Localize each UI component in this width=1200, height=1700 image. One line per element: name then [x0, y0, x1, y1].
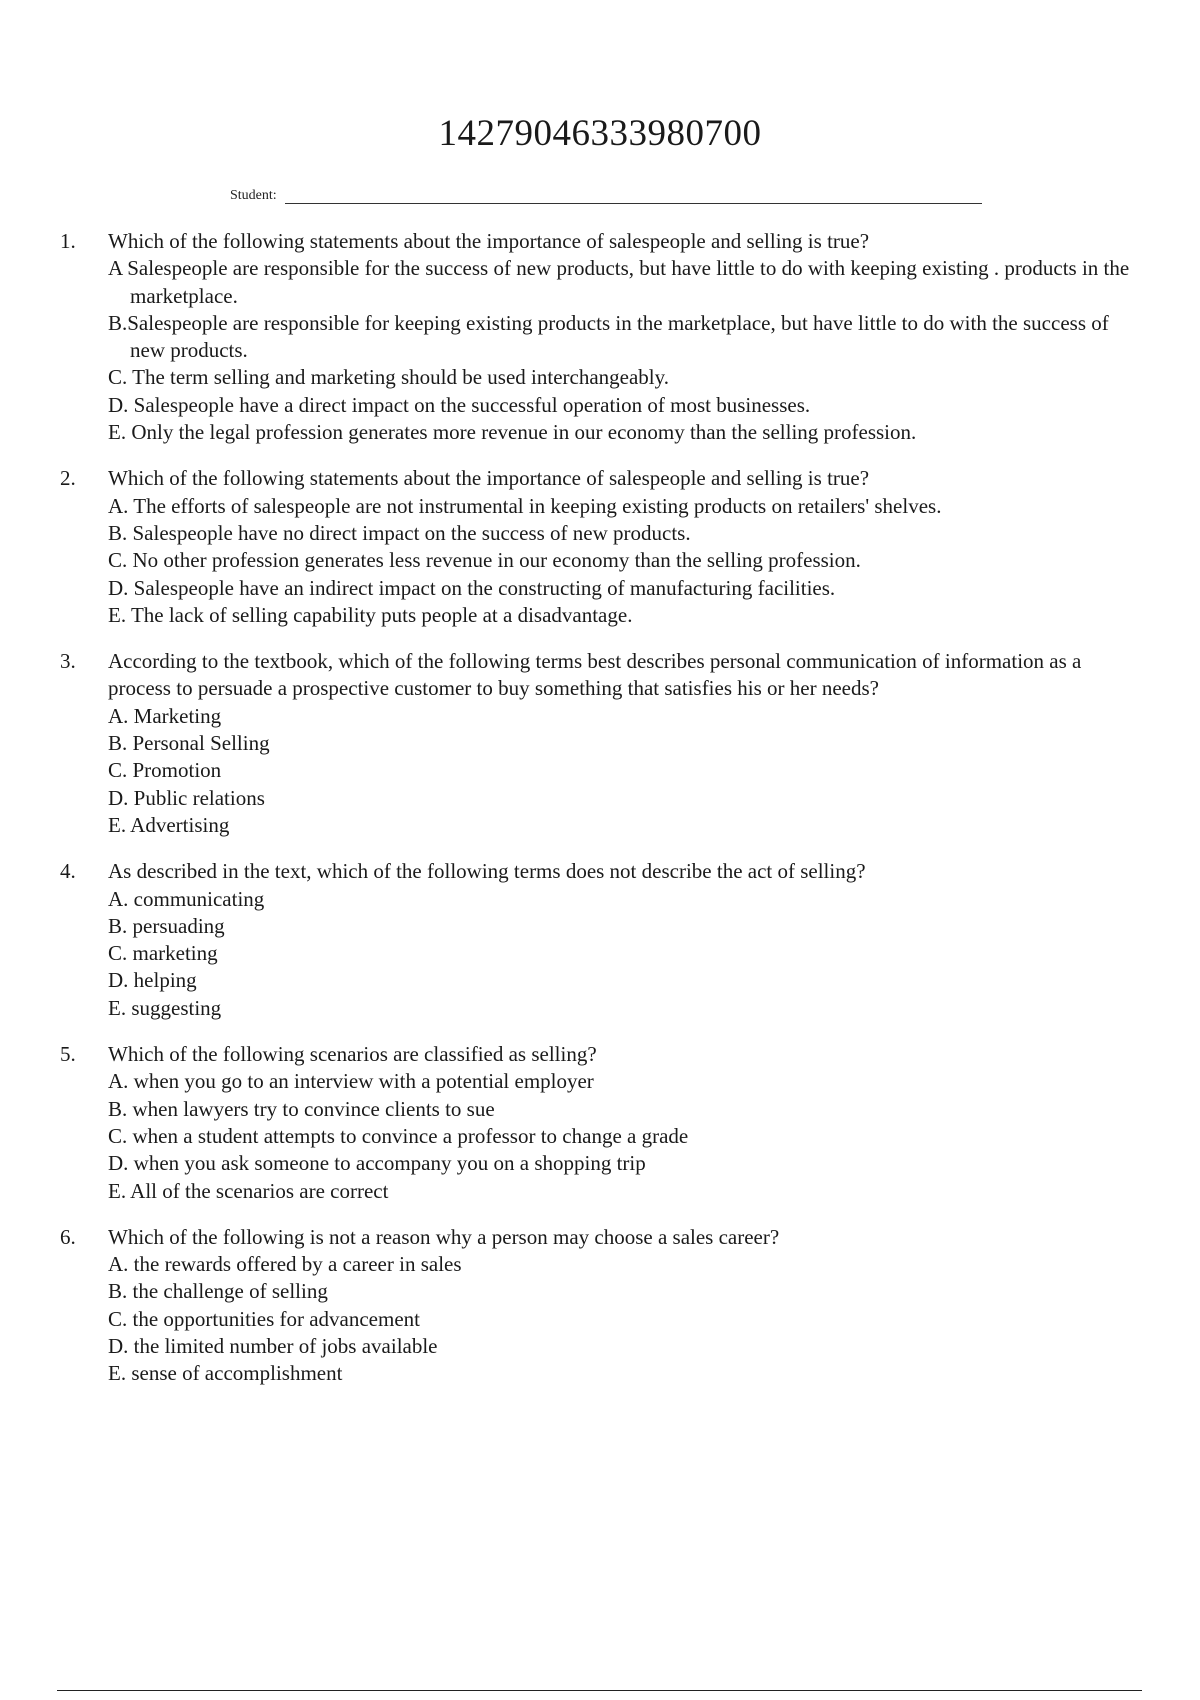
question-number: 2. — [60, 466, 76, 491]
choice-b[interactable]: B. when lawyers try to convince clients to sue — [108, 1096, 495, 1121]
question-3 — [60, 648, 1140, 839]
choice-c[interactable]: C. the opportunities for advancement — [108, 1306, 420, 1331]
choice-b[interactable]: B.Salespeople are responsible for keeping existing products in the marketplace, but have little to do with the success of new products. — [108, 310, 1109, 363]
choice-b[interactable]: B. Salespeople have no direct impact on the success of new products. — [108, 520, 691, 545]
choice-b[interactable]: B. persuading — [108, 913, 225, 938]
question-1 — [60, 228, 1140, 446]
question-number: 1. — [60, 229, 76, 253]
choice-d[interactable]: D. Public relations — [108, 785, 265, 810]
choice-a[interactable]: A. the rewards offered by a career in sales — [108, 1252, 462, 1277]
choice-e[interactable]: E. The lack of selling capability puts people at a disadvantage. — [108, 602, 633, 627]
student-label: Student: — [230, 188, 277, 203]
choice-e[interactable]: E. Advertising — [108, 812, 230, 837]
choice-d[interactable]: D. Salespeople have a direct impact on the successful operation of most businesses. — [108, 392, 811, 417]
choice-a[interactable]: A Salespeople are responsible for the success of new products, but have little to do with keeping existing . products in the marketplace. — [108, 256, 1130, 308]
choice-d[interactable]: D. when you ask someone to accompany you on a shopping trip — [108, 1151, 646, 1176]
question-list — [60, 228, 1140, 1407]
choice-c[interactable]: C. No other profession generates less revenue in our economy than the selling profession. — [108, 548, 861, 573]
choice-e[interactable]: E. Only the legal profession generates more revenue in our economy than the selling profession. — [108, 420, 917, 445]
question-4 — [60, 858, 1140, 1022]
student-name-blank[interactable] — [285, 189, 982, 204]
choice-d[interactable]: D. helping — [108, 968, 197, 993]
question-text: Which of the following statements about the importance of salespeople and selling is true? — [108, 466, 870, 491]
question-text: As described in the text, which of the following terms does not describe the act of selling? — [108, 859, 866, 884]
question-text: Which of the following is not a reason why a person may choose a sales career? — [108, 1224, 780, 1249]
student-name-field — [230, 188, 982, 204]
choice-d[interactable]: D. Salespeople have an indirect impact on the constructing of manufacturing facilities. — [108, 575, 836, 600]
choice-b[interactable]: B. Personal Selling — [108, 731, 270, 756]
question-6 — [60, 1224, 1140, 1388]
choice-c[interactable]: C. when a student attempts to convince a professor to change a grade — [108, 1123, 689, 1148]
question-number: 4. — [60, 859, 76, 884]
choice-a[interactable]: A. The efforts of salespeople are not instrumental in keeping existing products on retailers' shelves. — [108, 493, 942, 518]
choice-e[interactable]: E. sense of accomplishment — [108, 1361, 343, 1386]
choice-b[interactable]: B. the challenge of selling — [108, 1279, 328, 1304]
question-number: 3. — [60, 649, 76, 674]
choice-a[interactable]: A. Marketing — [108, 703, 222, 728]
question-5 — [60, 1041, 1140, 1205]
choice-e[interactable]: E. suggesting — [108, 995, 222, 1020]
choice-a[interactable]: A. communicating — [108, 886, 265, 911]
question-text: According to the textbook, which of the following terms best describes personal communication of information as a process to persuade a prospective customer to buy something that satisfies his or her needs? — [108, 649, 1082, 701]
question-2 — [60, 465, 1140, 629]
choice-c[interactable]: C. The term selling and marketing should be used interchangeably. — [108, 365, 670, 390]
page-title: 14279046333980700 — [438, 113, 762, 154]
question-number: 6. — [60, 1224, 76, 1249]
choice-e[interactable]: E. All of the scenarios are correct — [108, 1178, 389, 1203]
question-number: 5. — [60, 1042, 76, 1067]
choice-d[interactable]: D. the limited number of jobs available — [108, 1333, 438, 1358]
choice-c[interactable]: C. Promotion — [108, 758, 222, 783]
question-text: Which of the following statements about the importance of salespeople and selling is true? — [108, 229, 870, 253]
choice-c[interactable]: C. marketing — [108, 941, 218, 966]
choice-a[interactable]: A. when you go to an interview with a potential employer — [108, 1069, 594, 1094]
footer-divider — [57, 1690, 1142, 1691]
question-text: Which of the following scenarios are classified as selling? — [108, 1042, 597, 1067]
